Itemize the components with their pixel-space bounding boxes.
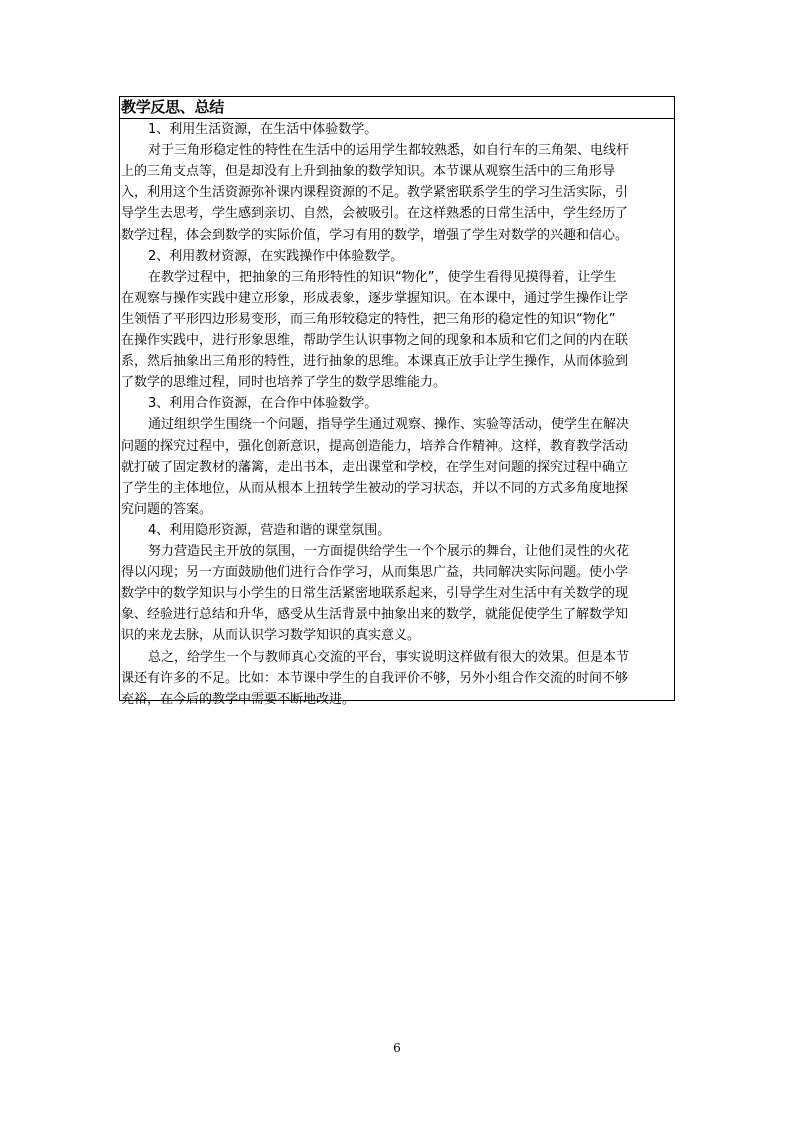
paragraph-line: 了数学的思维过程，同时也培养了学生的数学思维能力。 [121, 375, 447, 391]
paragraph-line: 识的来龙去脉，从而认识学习数学知识的真实意义。 [121, 628, 421, 644]
paragraph-line: 就打破了固定教材的藩篱，走出书本，走出课堂和学校，在学生对问题的探究过程中确立 [121, 459, 629, 475]
paragraph-line: 在教学过程中，把抽象的三角形特性的知识“物化”，使学生看得见摸得着，让学生 [148, 269, 617, 285]
paragraph-line: 努力营造民主开放的氛围，一方面提供给学生一个个展示的舞台，让他们灵性的火花 [148, 544, 630, 559]
paragraph-line: 问题的探究过程中，强化创新意识，提高创造能力，培养合作精神。这样，教育教学活动 [121, 438, 629, 454]
paragraph-line: 象、经验进行总结和升华，感受从生活背景中抽象出来的数学，就能促使学生了解数学知 [121, 607, 629, 623]
paragraph-line: 课还有许多的不足。比如：本节课中学生的自我评价不够，另外小组合作交流的时间不够 [121, 670, 629, 686]
reflection-table [119, 96, 675, 707]
paragraph-line: 对于三角形稳定性的特性在生活中的运用学生都较熟悉，如自行车的三角架、电线杆 [148, 143, 630, 159]
paragraph-line: 总之，给学生一个与教师真心交流的平台，事实说明这样做有很大的效果。但是本节 [148, 649, 630, 665]
paragraph-line: 在操作实践中，进行形象思维，帮助学生认识事物之间的现象和本质和它们之间的内在联 [121, 333, 629, 348]
paragraph-line: 系，然后抽象出三角形的特性，进行抽象的思维。本课真正放手让学生操作，从而体验到 [121, 354, 629, 370]
paragraph-line: 数学过程，体会到数学的实际价值，学习有用的数学，增强了学生对数学的兴趣和信心。 [121, 227, 629, 243]
paragraph-line: 究问题的答案。 [121, 501, 213, 517]
paragraph-line: 得以闪现；另一方面鼓励他们进行合作学习，从而集思广益，共同解决实际问题。使小学 [121, 565, 629, 581]
subsection-heading-line: 1、利用生活资源，在生活中体验数学。 [148, 122, 378, 137]
paragraph-line: 数学中的数学知识与小学生的日常生活紧密地联系起来，引导学生对生活中有关数学的现 [121, 586, 629, 602]
paragraph-line: 入，利用这个生活资源弥补课内课程资源的不足。教学紧密联系学生的学习生活实际，引 [121, 185, 629, 201]
paragraph-line: 了学生的主体地位，从而从根本上扭转学生被动的学习状态，并以不同的方式多角度地探 [121, 480, 629, 496]
subsection-heading-line: 3、利用合作资源，在合作中体验数学。 [148, 396, 378, 412]
subsection-heading-line: 2、利用教材资源，在实践操作中体验数学。 [148, 248, 404, 264]
paragraph-line: 生领悟了平形四边形易变形，而三角形较稳定的特性，把三角形的稳定性的知识“物化” [121, 311, 616, 327]
paragraph-line: 充裕，在今后的教学中需要不断地改进。 [121, 691, 356, 707]
paragraph-line: 通过组织学生围绕一个问题，指导学生通过观察、操作、实验等活动，使学生在解决 [148, 417, 630, 433]
paragraph-line: 上的三角支点等，但是却没有上升到抽象的数学知识。本节课从观察生活中的三角形导 [121, 164, 616, 180]
section-heading: 教学反思、总结 [120, 97, 674, 119]
paragraph-line: 在观察与操作实践中建立形象，形成表象，逐步掌握知识。在本课中，通过学生操作让学 [121, 290, 629, 306]
subsection-heading-line: 4、利用隐形资源，营造和谐的课堂氛围。 [148, 522, 391, 538]
paragraph-line: 导学生去思考，学生感到亲切、自然，会被吸引。在这样熟悉的日常生活中，学生经历了 [121, 206, 629, 222]
page-number: 6 [393, 1041, 401, 1055]
